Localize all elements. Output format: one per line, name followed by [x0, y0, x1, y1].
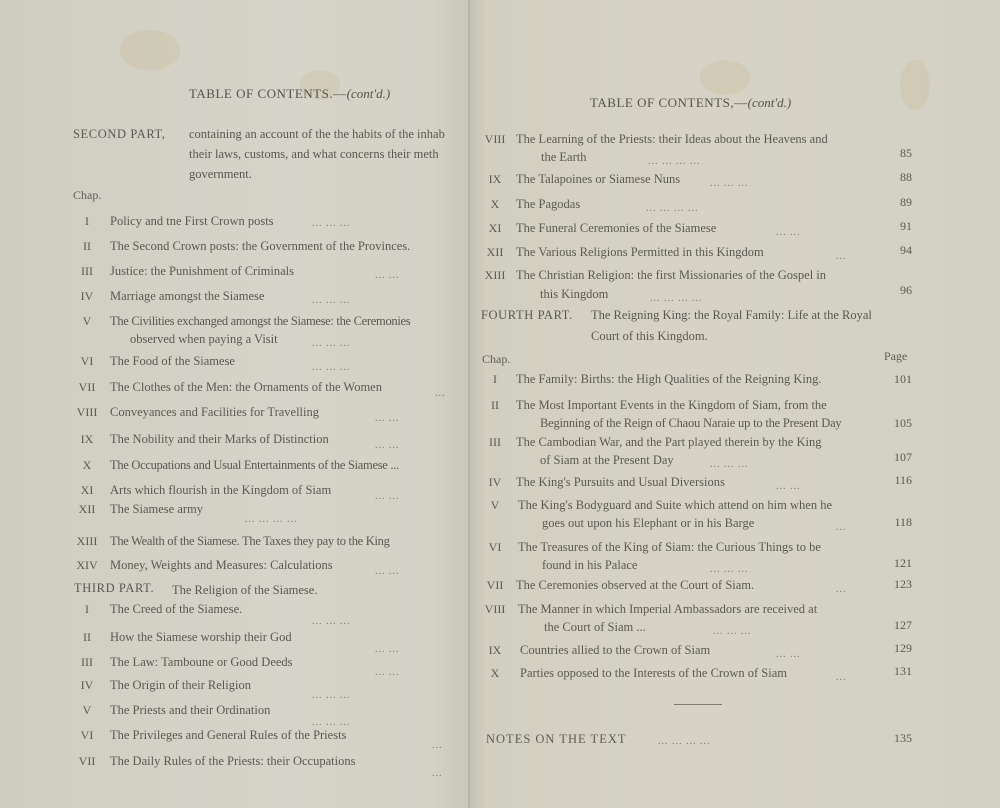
page-number: 135 [894, 731, 912, 745]
notes-label: NOTES ON THE TEXT [486, 732, 627, 746]
toc-entry [70, 456, 450, 475]
page-number: 118 [894, 515, 912, 529]
chapter-number: VIII [484, 602, 506, 616]
chapter-title: The Civilities exchanged amongst the Siamese: the Ceremonies [110, 314, 411, 328]
running-head-italic: (cont'd.) [346, 86, 391, 101]
chapter-title: The Learning of the Priests: their Ideas about the Heavens and [516, 132, 828, 146]
running-head-text: TABLE OF CONTENTS,— [590, 95, 748, 110]
chapter-title: The Treasures of the King of Siam: the Curious Things to be [518, 540, 821, 554]
toc-entry [478, 664, 912, 683]
chapter-number: III [489, 435, 501, 449]
chapter-title: The Wealth of the Siamese. The Taxes they pay to the King [110, 534, 390, 548]
chap-column-header: Chap. [482, 352, 511, 366]
page-number: 94 [900, 243, 912, 257]
toc-entry [70, 653, 450, 678]
page-number: 131 [894, 664, 912, 678]
page-number: 121 [894, 556, 912, 570]
chapter-title: Conveyances and Facilities for Travelling [110, 405, 319, 419]
page-number: 127 [894, 618, 912, 632]
section-divider [674, 704, 722, 705]
leader-dots: ... ... [776, 481, 801, 492]
toc-entry [478, 266, 912, 304]
chapter-title: Countries allied to the Crown of Siam [520, 643, 711, 657]
page-number: 105 [894, 416, 912, 430]
part-label: SECOND PART, [73, 127, 166, 141]
toc-entry [478, 195, 912, 214]
chapter-title-continuation: observed when paying a Visit [130, 332, 278, 346]
chapter-title-continuation: Beginning of the Reign of Chaou Naraie up to the Present Day [540, 416, 842, 430]
running-head-right [590, 95, 791, 111]
running-head-italic: (cont'd.) [747, 95, 792, 110]
toc-entry [70, 430, 450, 449]
page-column-header: Page [884, 349, 908, 363]
fourth-part-heading [481, 305, 913, 349]
page-number: 89 [900, 195, 912, 209]
leader-dots: ... ... ... [312, 338, 351, 349]
chapter-title: The Manner in which Imperial Ambassadors are received at [518, 602, 818, 616]
chapter-title: The Food of the Siamese [110, 354, 235, 368]
chapter-number: XI [80, 483, 94, 497]
part-description-line: Court of this Kingdom. [591, 329, 708, 343]
chapter-number: V [82, 703, 92, 717]
page-number: 101 [894, 372, 912, 386]
toc-entry [478, 170, 912, 189]
running-head-left [189, 86, 390, 102]
chapter-title: The Creed of the Siamese. [110, 602, 243, 616]
chapter-title: The Daily Rules of the Priests: their Occupations [110, 754, 356, 768]
toc-entry [70, 726, 450, 751]
leader-dots: ... ... [375, 413, 400, 424]
toc-entry [70, 556, 450, 575]
chapter-title: The Ceremonies observed at the Court of Siam. [516, 578, 755, 592]
chapter-number: VII [78, 754, 96, 768]
toc-entry [70, 262, 450, 281]
chapter-number: IV [80, 289, 94, 303]
page-number: 123 [894, 577, 912, 591]
toc-entry [70, 312, 450, 350]
toc-entry [70, 532, 450, 551]
leader-dots: ... ... ... ... [648, 156, 701, 167]
chapter-title: Policy and tne First Crown posts [110, 214, 274, 228]
chapter-number: I [85, 602, 89, 616]
chapter-number: IX [488, 643, 502, 657]
chapter-title-continuation: the Earth [541, 150, 587, 164]
chapter-title-continuation: this Kingdom [540, 287, 609, 301]
toc-entry [70, 378, 450, 397]
second-part-heading [73, 124, 473, 184]
chapter-title-continuation: goes out upon his Elephant or in his Barge [542, 516, 755, 530]
chapter-title: The Pagodas [516, 197, 581, 211]
chapter-title: Justice: the Punishment of Criminals [110, 264, 295, 278]
leader-dots: ... ... [375, 440, 400, 451]
leader-dots: ... ... ... [710, 564, 749, 575]
toc-entry [478, 496, 912, 534]
toc-entry [70, 403, 450, 422]
chapter-number: III [81, 655, 93, 669]
toc-entry [70, 676, 450, 701]
leader-dots: ... ... ... ... [646, 203, 699, 214]
chapter-number: XI [488, 221, 502, 235]
chapter-title: The Christian Religion: the first Missionaries of the Gospel in [516, 268, 827, 282]
part-description-line: The Reigning King: the Royal Family: Life at the Royal [591, 308, 872, 322]
chapter-title: The Second Crown posts: the Government of the Provinces. [110, 239, 411, 253]
chapter-title: The King's Pursuits and Usual Diversions [516, 475, 725, 489]
chapter-title: Marriage amongst the Siamese [110, 289, 265, 303]
chapter-number: X [490, 197, 500, 211]
leader-dots: ... [836, 251, 847, 262]
toc-entry [70, 628, 450, 655]
chapter-title: The Family: Births: the High Qualities of the Reigning King. [516, 372, 822, 386]
leader-dots: ... ... [776, 227, 801, 238]
leader-dots: ... [435, 388, 446, 399]
chapter-number: VI [80, 728, 94, 742]
leader-dots: ... [836, 672, 847, 683]
page-number: 85 [900, 146, 912, 160]
chapter-number: V [490, 498, 500, 512]
chapter-number: VIII [484, 132, 506, 146]
chapter-title-continuation: of Siam at the Present Day [540, 453, 674, 467]
chapter-number: IX [488, 172, 502, 186]
part-description-line: containing an account of the the habits of the inhab [189, 127, 445, 141]
page-number: 107 [894, 450, 912, 464]
leader-dots: ... ... [375, 270, 400, 281]
chapter-number: X [82, 458, 92, 472]
chapter-number: XIII [484, 268, 506, 282]
chapter-number: I [85, 214, 89, 228]
chapter-number: XIV [76, 558, 98, 572]
chapter-title: The Clothes of the Men: the Ornaments of the Women [110, 380, 382, 394]
chap-column-header: Chap. [73, 188, 102, 202]
chapter-number: II [83, 239, 91, 253]
chapter-title-continuation: the Court of Siam ... [544, 620, 646, 634]
chapter-title: Parties opposed to the Interests of the Crown of Siam [520, 666, 787, 680]
chapter-title: The Law: Tamboune or Good Deeds [110, 655, 293, 669]
page-number: 96 [900, 283, 912, 297]
chapter-title: The Various Religions Permitted in this Kingdom [516, 245, 764, 259]
chapter-number: XII [78, 502, 96, 516]
toc-entry [70, 481, 450, 500]
chapter-title: The Origin of their Religion [110, 678, 251, 692]
leader-dots: ... ... ... [312, 218, 351, 229]
leader-dots: ... ... ... ... [245, 514, 298, 525]
chapter-title: Money, Weights and Measures: Calculations [110, 558, 333, 572]
leader-dots: ... [836, 522, 847, 533]
leader-dots: ... ... ... [312, 616, 351, 627]
chapter-number: II [491, 398, 499, 412]
chapter-number: I [493, 372, 497, 386]
third-part-heading [74, 578, 474, 599]
leader-dots: ... ... [375, 566, 400, 577]
chapter-title: The Privileges and General Rules of the Priests [110, 728, 347, 742]
chapter-number: VIII [76, 405, 98, 419]
leader-dots: ... ... ... ... [658, 736, 711, 747]
chapter-title: The Most Important Events in the Kingdom of Siam, from the [516, 398, 827, 412]
chapter-title: The Nobility and their Marks of Distinction [110, 432, 329, 446]
toc-entry [478, 641, 912, 660]
part-label: FOURTH PART. [481, 308, 573, 322]
chapter-number: XIII [76, 534, 98, 548]
chapter-number: VI [488, 540, 502, 554]
toc-entry [478, 219, 912, 238]
toc-entry [70, 701, 450, 728]
chapter-title: The Talapoines or Siamese Nuns [516, 172, 681, 186]
leader-dots: ... ... [375, 491, 400, 502]
page-number: 91 [900, 219, 912, 233]
chapter-number: VII [78, 380, 96, 394]
leader-dots: ... ... [375, 667, 400, 678]
leader-dots: ... ... ... [312, 717, 351, 728]
page-number: 88 [900, 170, 912, 184]
chapter-number: XII [486, 245, 504, 259]
chapter-title: Arts which flourish in the Kingdom of Siam [110, 483, 332, 497]
chapter-number: VII [486, 578, 504, 592]
toc-entry [70, 212, 450, 231]
leader-dots: ... ... ... ... [650, 293, 703, 304]
leader-dots: ... ... ... [710, 459, 749, 470]
chapter-title: The Siamese army [110, 502, 204, 516]
chapter-number: IX [80, 432, 94, 446]
chapter-number: II [83, 630, 91, 644]
toc-entry [478, 243, 912, 262]
chapter-number: IV [488, 475, 502, 489]
chapter-number: X [490, 666, 500, 680]
chapter-number: IV [80, 678, 94, 692]
toc-entry [70, 237, 450, 256]
leader-dots: ... ... ... [312, 690, 351, 701]
leader-dots: ... ... ... [312, 295, 351, 306]
notes-entry [486, 732, 912, 752]
toc-entry [478, 600, 912, 638]
part-title: The Religion of the Siamese. [172, 583, 318, 597]
toc-entry [478, 130, 912, 168]
toc-entry [70, 500, 450, 525]
chapter-title-continuation: found in his Palace [542, 558, 638, 572]
chapter-title: The Occupations and Usual Entertainments of the Siamese ... [110, 458, 399, 472]
part-description-line: their laws, customs, and what concerns their meth [189, 147, 439, 161]
toc-entry [478, 538, 912, 576]
page-number: 129 [894, 641, 912, 655]
left-page [0, 0, 470, 808]
toc-entry [478, 433, 912, 471]
toc-entry [478, 370, 912, 389]
toc-entry [70, 752, 450, 779]
toc-entry [478, 576, 912, 595]
leader-dots: ... [836, 584, 847, 595]
chapter-title: The Funeral Ceremonies of the Siamese [516, 221, 717, 235]
toc-entry [478, 473, 912, 492]
part-description-line: government. [189, 167, 252, 181]
leader-dots: ... [432, 768, 443, 779]
page-number: 116 [894, 473, 912, 487]
leader-dots: ... ... [375, 644, 400, 655]
chapter-title: How the Siamese worship their God [110, 630, 292, 644]
toc-entry [70, 352, 450, 371]
chapter-number: III [81, 264, 93, 278]
part-label: THIRD PART. [74, 581, 155, 595]
toc-entry [478, 396, 912, 434]
leader-dots: ... ... ... [710, 178, 749, 189]
toc-entry [70, 287, 450, 306]
leader-dots: ... ... ... [713, 626, 752, 637]
leader-dots: ... [432, 740, 443, 751]
chapter-title: The Cambodian War, and the Part played therein by the King [516, 435, 822, 449]
chapter-title: The Priests and their Ordination [110, 703, 271, 717]
leader-dots: ... ... ... [312, 362, 351, 373]
chapter-title: The King's Bodyguard and Suite which attend on him when he [518, 498, 833, 512]
toc-entry [70, 600, 450, 627]
leader-dots: ... ... [776, 649, 801, 660]
chapter-number: V [82, 314, 92, 328]
chapter-number: VI [80, 354, 94, 368]
running-head-text: TABLE OF CONTENTS.— [189, 86, 347, 101]
